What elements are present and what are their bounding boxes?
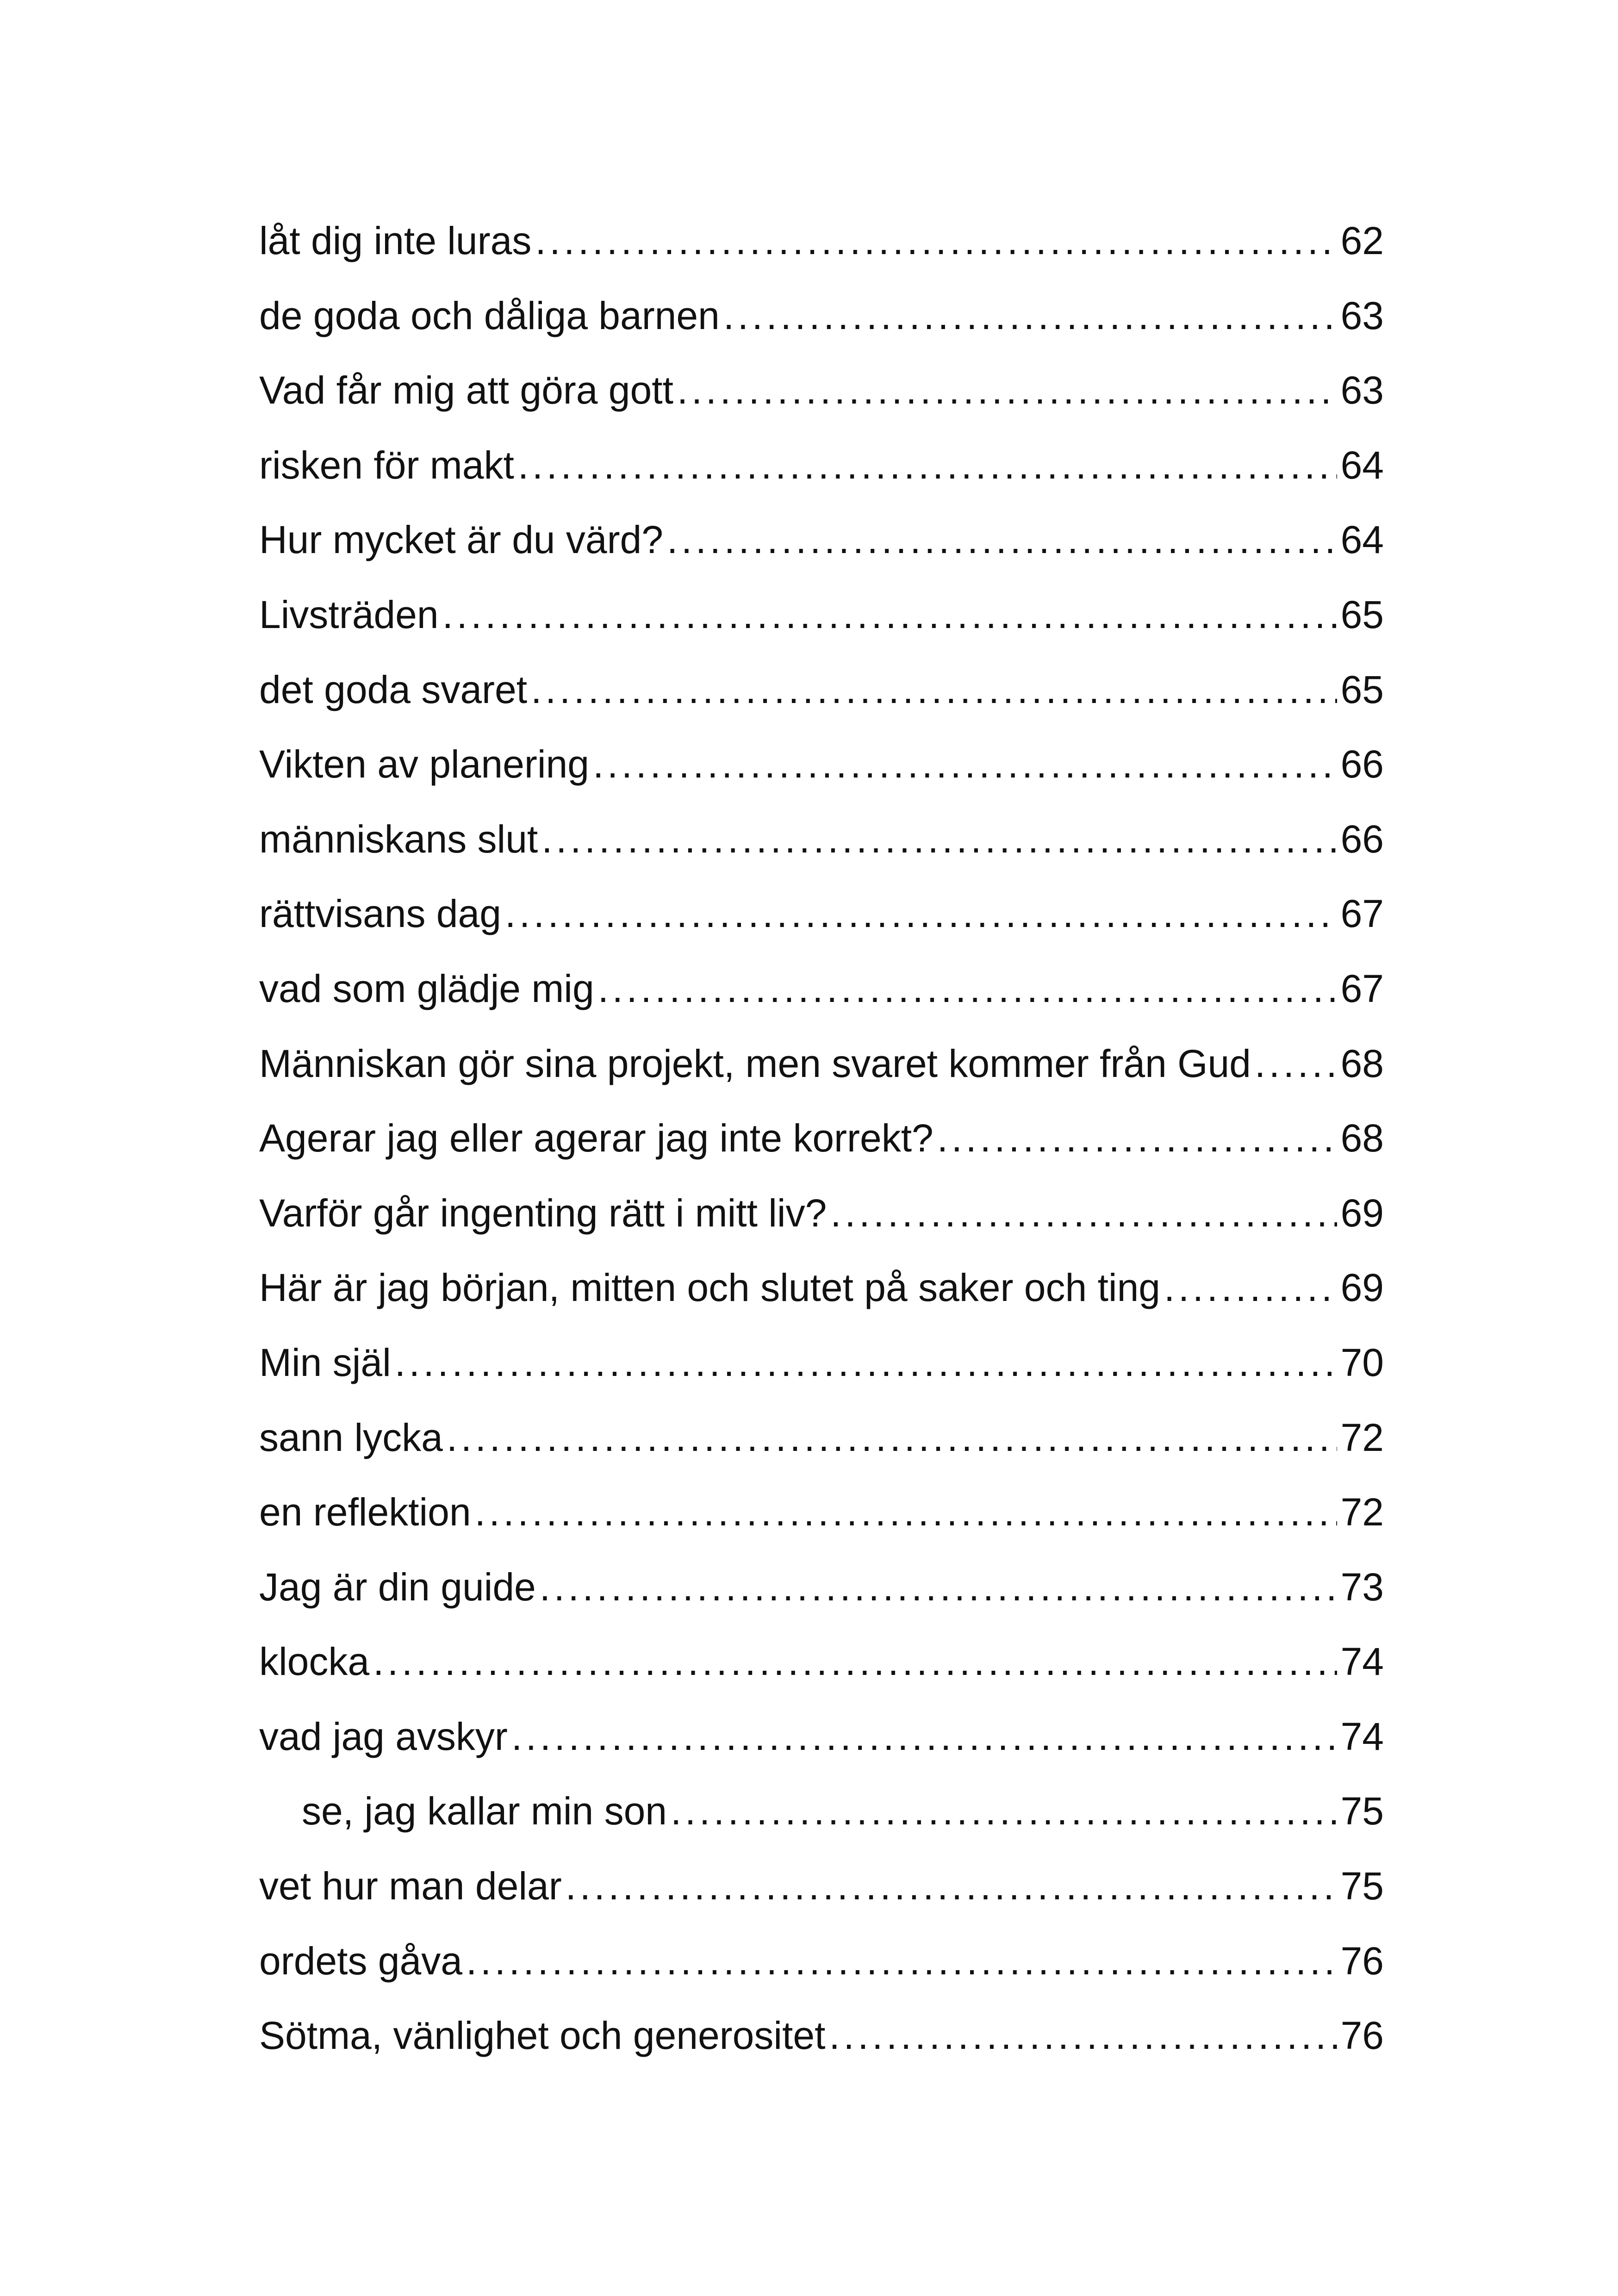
- toc-entry-title: Sötma, vänlighet och generositet: [259, 2014, 826, 2058]
- toc-entry[interactable]: [259, 1849, 1384, 1924]
- toc-entry[interactable]: [259, 1624, 1384, 1699]
- dot-leader: [593, 727, 1337, 802]
- toc-entry-title: låt dig inte luras: [259, 219, 532, 262]
- toc-entry-page: 72: [1340, 1415, 1384, 1459]
- dot-leader: [447, 1400, 1337, 1475]
- toc-entry-page: 66: [1340, 742, 1384, 786]
- toc-entry-page: 69: [1340, 1191, 1384, 1235]
- toc-entry[interactable]: [259, 503, 1384, 578]
- toc-entry-page: 69: [1340, 1266, 1384, 1310]
- dot-leader: [373, 1624, 1337, 1699]
- toc-entry-page: 64: [1340, 443, 1384, 487]
- toc-entry-page: 75: [1340, 1864, 1384, 1908]
- toc-entry-page: 68: [1340, 1116, 1384, 1160]
- toc-entry[interactable]: [259, 1027, 1384, 1101]
- toc-entry[interactable]: [259, 1550, 1384, 1625]
- toc-entry-page: 64: [1340, 518, 1384, 562]
- toc-entry-page: 76: [1340, 2014, 1384, 2058]
- toc-entry[interactable]: [259, 428, 1384, 503]
- dot-leader: [598, 952, 1337, 1027]
- dot-leader: [505, 877, 1337, 952]
- dot-leader: [541, 802, 1337, 877]
- dot-leader: [466, 1924, 1337, 1999]
- toc-entry[interactable]: [259, 1400, 1384, 1475]
- toc-entry[interactable]: [259, 1774, 1384, 1849]
- toc-entry[interactable]: [259, 204, 1384, 279]
- toc-entry[interactable]: [259, 1998, 1384, 2073]
- toc-entry[interactable]: [259, 1924, 1384, 1999]
- toc-entry-title: Hur mycket är du värd?: [259, 518, 663, 562]
- toc-entry[interactable]: [259, 1475, 1384, 1550]
- toc-entry-title: det goda svaret: [259, 667, 528, 711]
- dot-leader: [531, 653, 1337, 728]
- toc-entry-title: Människan gör sina projekt, men svaret kommer från Gud: [259, 1041, 1251, 1085]
- toc-entry-page: 62: [1340, 219, 1384, 262]
- dot-leader: [671, 1774, 1337, 1849]
- dot-leader: [518, 428, 1337, 503]
- toc-entry-title: Vikten av planering: [259, 742, 589, 786]
- toc-entry-title: risken för makt: [259, 443, 514, 487]
- toc-entry-page: 76: [1340, 1939, 1384, 1983]
- toc-entry[interactable]: [259, 1176, 1384, 1251]
- toc-entry-title: se, jag kallar min son: [302, 1789, 667, 1833]
- toc-entry-title: de goda och dåliga barnen: [259, 293, 720, 337]
- toc-entry-page: 72: [1340, 1490, 1384, 1534]
- toc-entry-page: 65: [1340, 667, 1384, 711]
- toc-entry[interactable]: [259, 1325, 1384, 1400]
- toc-entry[interactable]: [259, 578, 1384, 653]
- toc-entry[interactable]: [259, 877, 1384, 952]
- toc-entry[interactable]: [259, 952, 1384, 1027]
- toc-entry[interactable]: [259, 653, 1384, 728]
- toc-entry[interactable]: [259, 1251, 1384, 1325]
- toc-entry[interactable]: [259, 802, 1384, 877]
- toc-entry-page: 66: [1340, 817, 1384, 861]
- dot-leader: [723, 279, 1337, 354]
- toc-entry-title: en reflektion: [259, 1490, 471, 1534]
- dot-leader: [535, 204, 1337, 279]
- toc-entry[interactable]: [259, 1101, 1384, 1176]
- toc-entry-title: vad som glädje mig: [259, 966, 594, 1010]
- toc-entry[interactable]: [259, 353, 1384, 428]
- toc-entry-title: människans slut: [259, 817, 538, 861]
- dot-leader: [830, 1176, 1337, 1251]
- toc-entry-title: klocka: [259, 1640, 370, 1684]
- dot-leader: [475, 1475, 1337, 1550]
- toc-entry-title: Min själ: [259, 1340, 391, 1384]
- toc-entry-title: Agerar jag eller agerar jag inte korrekt?: [259, 1116, 933, 1160]
- dot-leader: [829, 1998, 1337, 2073]
- toc-entry-page: 67: [1340, 966, 1384, 1010]
- toc-entry[interactable]: [259, 1699, 1384, 1774]
- toc-entry-page: 63: [1340, 368, 1384, 412]
- toc-entry-page: 65: [1340, 592, 1384, 636]
- table-of-contents: [259, 204, 1384, 2073]
- toc-entry-page: 68: [1340, 1041, 1384, 1085]
- toc-entry-page: 73: [1340, 1565, 1384, 1609]
- toc-entry[interactable]: [259, 279, 1384, 354]
- dot-leader: [395, 1325, 1337, 1400]
- dot-leader: [677, 353, 1337, 428]
- toc-entry-title: rättvisans dag: [259, 892, 501, 936]
- dot-leader: [442, 578, 1337, 653]
- dot-leader: [667, 503, 1337, 578]
- toc-entry-title: Livsträden: [259, 592, 439, 636]
- toc-entry-page: 63: [1340, 293, 1384, 337]
- toc-entry-title: Jag är din guide: [259, 1565, 536, 1609]
- toc-entry-page: 75: [1340, 1789, 1384, 1833]
- toc-entry-title: vad jag avskyr: [259, 1714, 508, 1758]
- dot-leader: [1255, 1027, 1337, 1101]
- toc-entry-title: Här är jag början, mitten och slutet på saker och ting: [259, 1266, 1161, 1310]
- toc-entry-page: 70: [1340, 1340, 1384, 1384]
- toc-entry-title: sann lycka: [259, 1415, 443, 1459]
- toc-entry-page: 74: [1340, 1640, 1384, 1684]
- toc-entry-page: 74: [1340, 1714, 1384, 1758]
- dot-leader: [540, 1550, 1337, 1625]
- toc-entry-page: 67: [1340, 892, 1384, 936]
- dot-leader: [566, 1849, 1337, 1924]
- toc-entry-title: Vad får mig att göra gott: [259, 368, 673, 412]
- toc-entry-title: ordets gåva: [259, 1939, 462, 1983]
- toc-entry-title: Varför går ingenting rätt i mitt liv?: [259, 1191, 827, 1235]
- dot-leader: [1164, 1251, 1337, 1325]
- toc-entry[interactable]: [259, 727, 1384, 802]
- dot-leader: [511, 1699, 1337, 1774]
- dot-leader: [937, 1101, 1337, 1176]
- toc-entry-title: vet hur man delar: [259, 1864, 562, 1908]
